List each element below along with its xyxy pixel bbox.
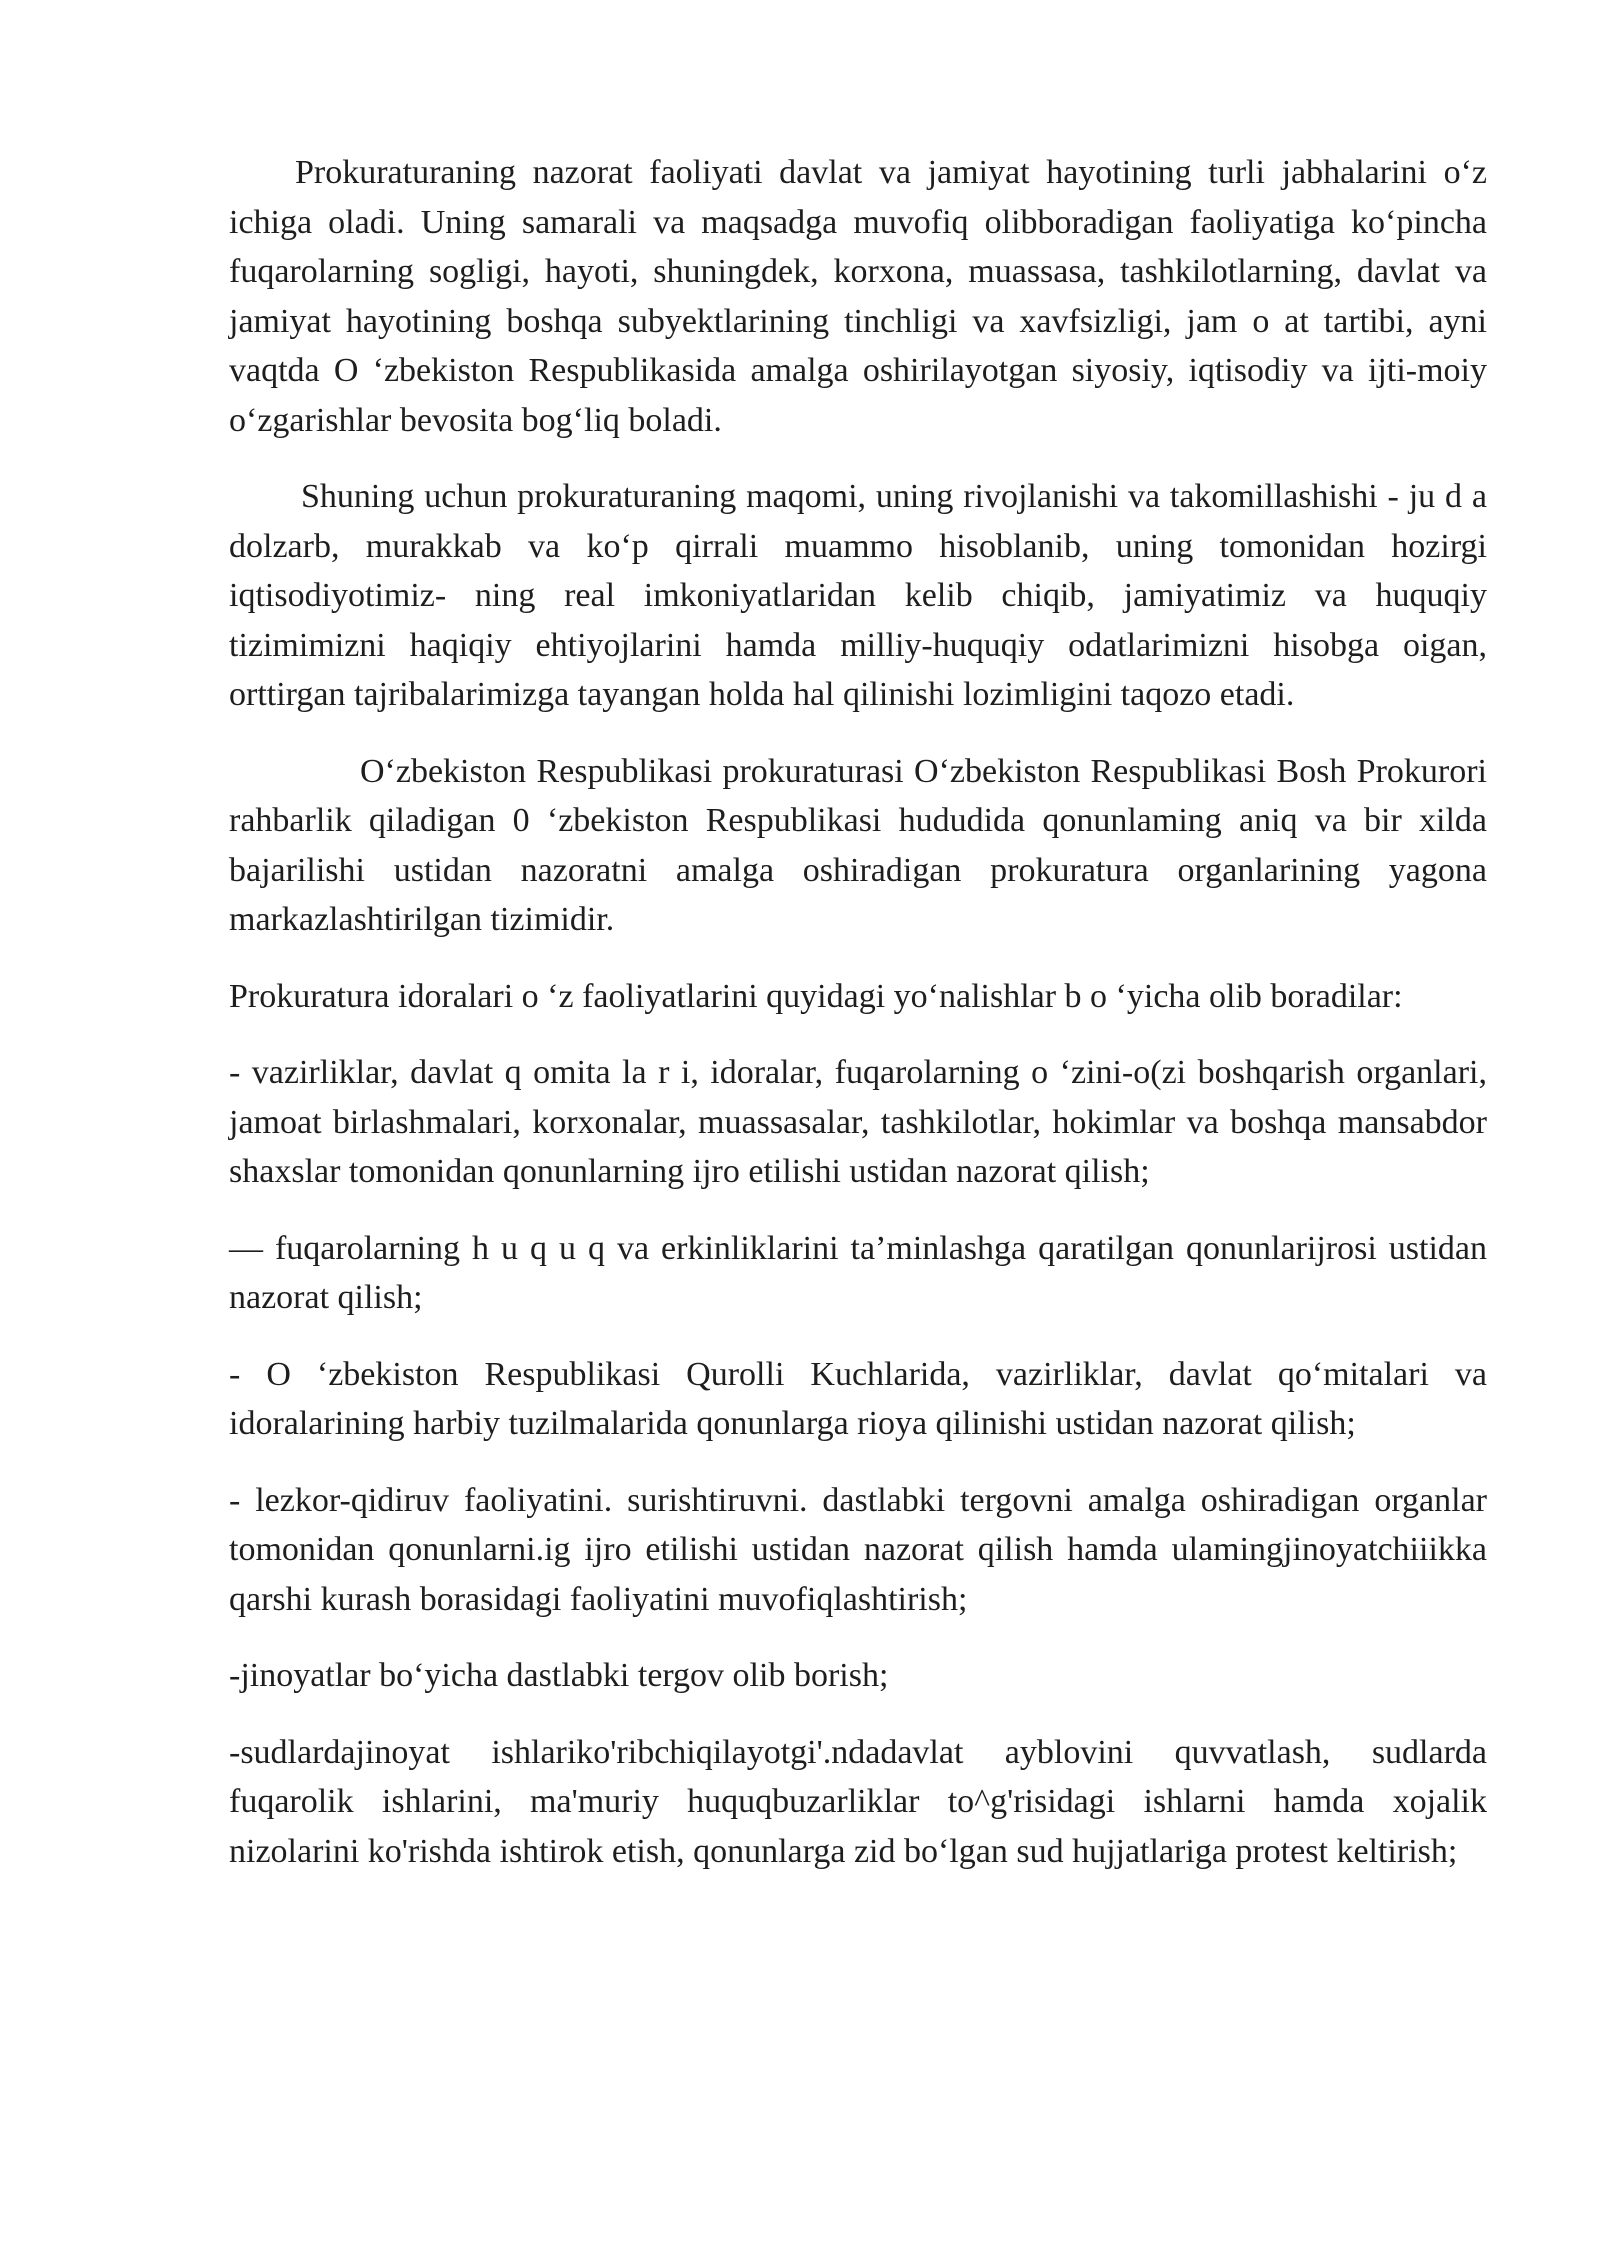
paragraph-status: Shuning uchun prokuraturaning maqomi, uning rivojlanishi va takomillashishi - ju d a dolzarb, murakkab va ko‘p qirrali muammo hisoblanib, uning tomonidan hozirgi iqtisodiyotimiz- ning real imkoniyatlaridan kelib chiqib, jamiyatimiz va huquqiy tizimimizni haqiqiy ehtiyojlarini hamda milliy-huquqiy odatlarimizni hisobga oigan, orttirgan tajribalarimizga tayangan holda hal qilinishi lozimligini taqozo etadi. — [229, 478, 1487, 713]
list-item: - O ‘zbekiston Respublikasi Qurolli Kuchlarida, vazirliklar, davlat qo‘mitalari va idoralarining harbiy tuzilmalarida qonunlarga rioya qilinishi ustidan nazorat qilish; — [229, 1355, 1487, 1442]
paragraph-definition: O‘zbekiston Respublikasi prokuraturasi O‘zbekiston Respublikasi Bosh Prokurori rahbarlik qiladigan 0 ‘zbekiston Respublikasi hududida qonunlaming aniq va bir xilda bajarilishi ustidan nazoratni amalga oshiradigan prokuratura organlarining yagona markazlashtirilgan tizimidir. — [229, 752, 1487, 938]
document-body — [229, 148, 1487, 1903]
list-item: -sudlardajinoyat ishlariko'ribchiqilayotgi'.ndadavlat ayblovini quvvatlash, sudlarda fuqarolik ishlarini, ma'muriy huquqbuzarliklar to^g'risidagi ishlarni hamda xojalik nizolarini ko'rishda ishtirok etish, qonunlarga zid bo‘lgan sud hujjatlariga protest keltirish; — [229, 1733, 1487, 1870]
paragraph-intro: Prokuraturaning nazorat faoliyati davlat va jamiyat hayotining turli jabhalarini o‘z ichiga oladi. Uning samarali va maqsadga muvofiq olibboradigan faoliyatiga ko‘pincha fuqarolarning sogligi, hayoti, shuningdek, korxona, muassasa, tashkilotlarning, davlat va jamiyat hayotining boshqa subyektlarining tinchligi va xavfsizligi, jam o at tartibi, ayni vaqtda O ‘zbekiston Respublikasida amalga oshirilayotgan siyosiy, iqtisodiy va ijti-moiy o‘zgarishlar bevosita bog‘liq boladi. — [229, 154, 1487, 439]
list-item: - lezkor-qidiruv faoliyatini. surishtiruvni. dastlabki tergovni amalga oshiradigan organlar tomonidan qonunlarni.ig ijro etilishi ustidan nazorat qilish hamda ulamingjinoyatchiiikka qarshi kurash borasidagi faoliyatini muvofiqlashtirish; — [229, 1481, 1487, 1618]
list-item: - vazirliklar, davlat q omita la r i, idoralar, fuqarolarning o ‘zini-o(zi boshqarish organlari, jamoat birlashmalari, korxonalar, muassasalar, tashkilotlar, hokimlar va boshqa mansabdor shaxslar tomonidan qonunlarning ijro etilishi ustidan nazorat qilish; — [229, 1054, 1487, 1190]
list-item: — fuqarolarning h u q u q va erkinliklarini ta’minlashga qaratilgan qonunlarijrosi ustidan nazorat qilish; — [229, 1229, 1487, 1316]
paragraph-directions-intro: Prokuratura idoralari o ‘z faoliyatlarini quyidagi yo‘nalishlar b o ‘yicha olib boradilar: — [229, 977, 1403, 1015]
list-item: -jinoyatlar bo‘yicha dastlabki tergov olib borish; — [229, 1657, 889, 1694]
